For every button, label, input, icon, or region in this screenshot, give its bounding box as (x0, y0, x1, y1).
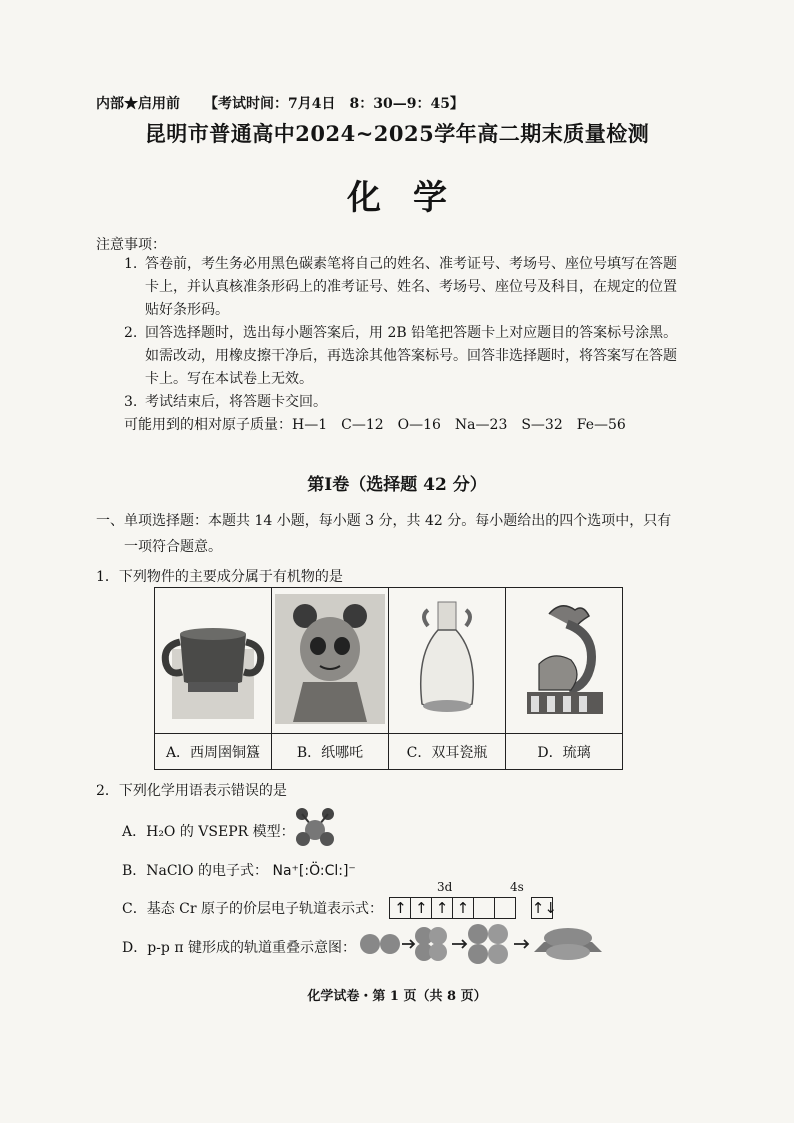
paper-nezha-image (275, 594, 385, 724)
notice-item-1 (124, 253, 684, 322)
q2-option-b-text: B．NaClO 的电子式： (122, 863, 269, 879)
notice-item-text: 回答选择题时，选出每小题答案后，用 2B 铅笔把答题卡上对应题目的答案标号涂黑。如需改动，用橡皮擦干净后，再选涂其他答案标号。回答非选择题时，将答案写在答题卡上。写在本试卷上无效。 (145, 325, 678, 387)
q2-option-a-text: A．H₂O 的 VSEPR 模型： (122, 824, 295, 840)
label-3d: 3d (437, 880, 453, 894)
p-orbitals-near (415, 927, 447, 961)
q2-stem: 2．下列化学用语表示错误的是 (96, 783, 287, 799)
q1-image-c (389, 588, 506, 734)
exam-title: 昆明市普通高中2024~2025学年高二期末质量检测 (144, 121, 650, 146)
part-title: 一、单项选择题：本题共 14 小题，每小题 3 分，共 42 分。每小题给出的四个选项中，只有 (96, 513, 672, 529)
label-4s: 4s (510, 880, 524, 894)
pi-bond-result (534, 928, 602, 960)
naclo-electron-formula: [:Ö:Cl:]⁻ (298, 863, 356, 879)
section-title: 第Ⅰ卷（选择题 42 分） (307, 475, 487, 495)
part-title-cont: 一项符合题意。 (124, 539, 222, 555)
q1-image-d (506, 588, 623, 734)
orbital-box: ↑ (410, 897, 432, 919)
porcelain-vase-image (392, 594, 502, 724)
q1-option-b: B．纸哪吒 (272, 734, 389, 770)
notice-item-num: 1. (124, 256, 138, 272)
q2-option-d-text: D．p-p π 键形成的轨道重叠示意图： (122, 940, 356, 956)
notice-item-text: 答卷前，考生务必用黑色碳素笔将自己的姓名、准考证号、考场号、座位号填写在答题卡上，并认真核准条形码上的准考证号、姓名、考场号、座位号及科目，在规定的位置贴好条形码。 (145, 256, 677, 318)
header-line (96, 93, 464, 113)
notice-item-num: 3. (124, 394, 138, 410)
q1-options-table (154, 587, 623, 770)
subject-title: 化学 (347, 178, 479, 218)
naclo-na: Na⁺ (272, 863, 299, 879)
notice-heading: 注意事项： (96, 237, 166, 253)
q1-stem: 1．下列物件的主要成分属于有机物的是 (96, 569, 343, 585)
orbital-4s-box: ↑↓ (531, 899, 557, 917)
pp-pi-overlap-diagram (356, 920, 608, 968)
q2-option-a (122, 821, 295, 841)
notice-item-2 (124, 322, 684, 391)
orbital-box: ↑ (389, 897, 411, 919)
orbital-box (494, 897, 516, 919)
bronze-vessel-image (158, 594, 268, 724)
q2-option-d (122, 937, 356, 957)
q1-option-a: A．西周圉铜簋 (155, 734, 272, 770)
q1-image-b (272, 588, 389, 734)
q1-option-c: C．双耳瓷瓶 (389, 734, 506, 770)
q1-option-d: D．琉璃 (506, 734, 623, 770)
orbital-box: ↑ (452, 897, 474, 919)
arrow-icon (514, 940, 528, 948)
glazed-glass-image (509, 594, 619, 724)
vsepr-model-icon (290, 806, 340, 848)
arrow-icon (402, 940, 414, 948)
q1-image-a (155, 588, 272, 734)
q2-option-c (122, 897, 557, 919)
atomic-masses: 可能用到的相对原子质量：H—1 C—12 O—16 Na—23 S—32 Fe—56 (124, 417, 626, 433)
notice-item-3 (124, 391, 684, 414)
p-orbitals-apart (360, 934, 400, 954)
notice-item-num: 2. (124, 325, 138, 341)
q2-option-c-text: C．基态 Cr 原子的价层电子轨道表示式： (122, 901, 384, 917)
orbital-box (473, 897, 495, 919)
page-footer: 化学试卷・第 1 页（共 8 页） (307, 989, 487, 1004)
q2-option-b (122, 860, 356, 880)
exam-time: 【考试时间：7月4日 8：30—9：45】 (204, 96, 464, 112)
orbital-3d-boxes (389, 897, 514, 919)
notice-item-text: 考试结束后，将答题卡交回。 (145, 394, 327, 410)
orbital-box: ↑ (431, 897, 453, 919)
p-orbitals-touching (468, 924, 508, 964)
secret-label: 内部★启用前 (96, 96, 180, 112)
arrow-icon (452, 940, 466, 948)
part-instructions (96, 508, 696, 560)
